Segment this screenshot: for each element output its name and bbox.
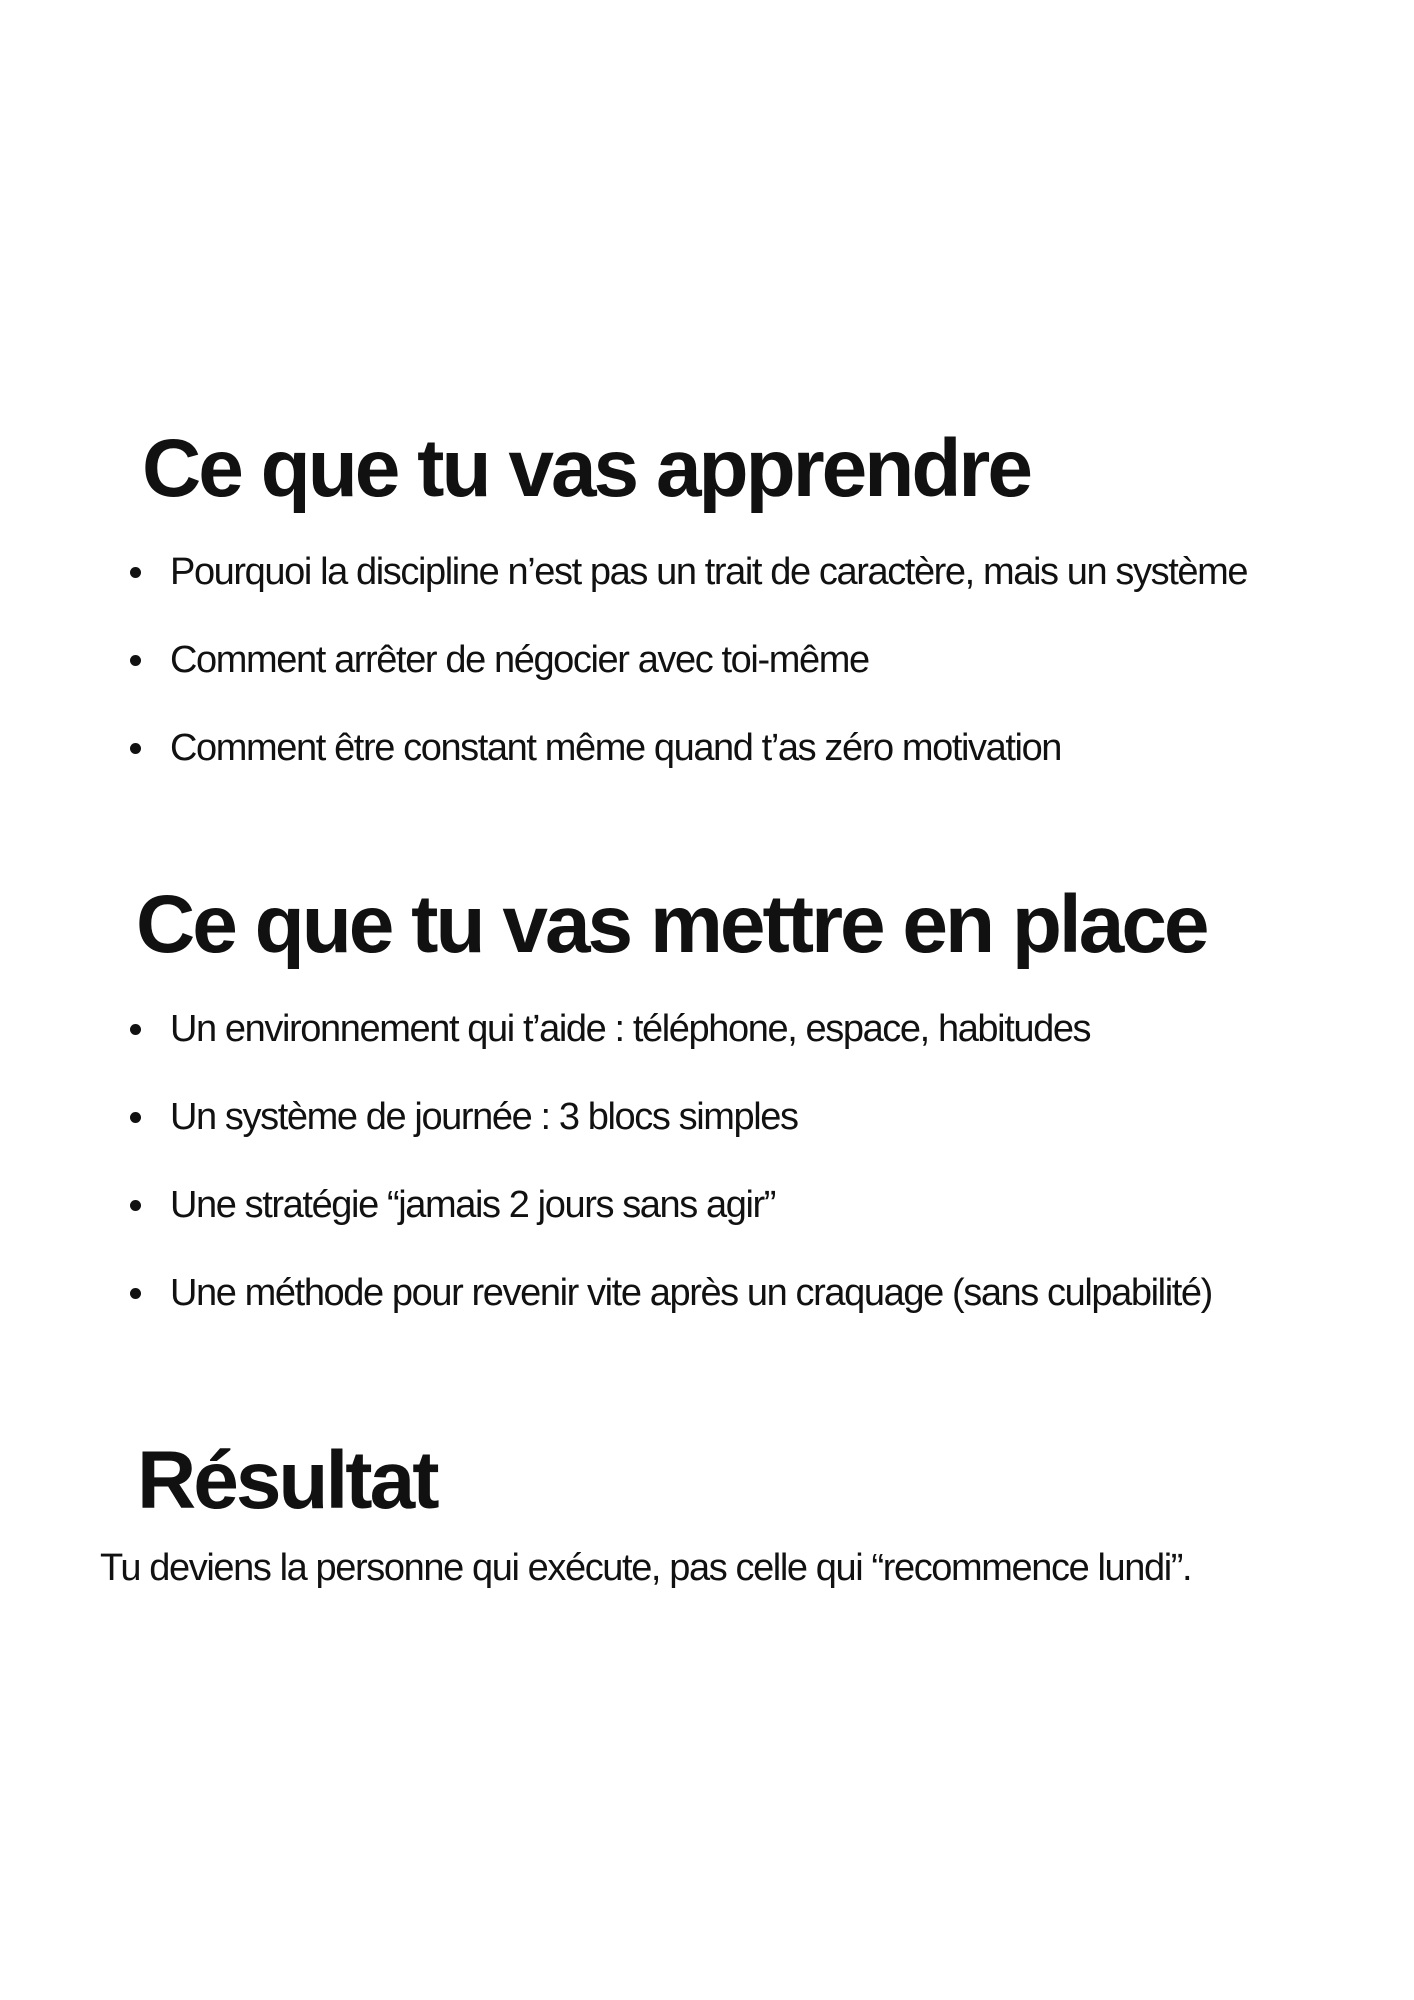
list-item-text: Un environnement qui t’aide : téléphone, espace, habitudes xyxy=(170,1008,1091,1050)
list-item xyxy=(128,550,1247,594)
bullet-icon xyxy=(130,1288,141,1299)
bullet-icon xyxy=(130,743,141,754)
list-item-text: Pourquoi la discipline n’est pas un trait de caractère, mais un système xyxy=(170,551,1248,593)
bullet-icon xyxy=(130,1112,141,1123)
list-item xyxy=(128,638,1247,682)
list-item-text: Comment être constant même quand t’as zéro motivation xyxy=(170,727,1062,769)
result-text: Tu deviens la personne qui exécute, pas celle qui “recommence lundi”. xyxy=(100,1547,1192,1589)
list-item-text: Une méthode pour revenir vite après un craquage (sans culpabilité) xyxy=(170,1272,1212,1314)
setup-list xyxy=(128,1007,1212,1359)
bullet-icon xyxy=(130,1200,141,1211)
list-item xyxy=(128,1095,1212,1139)
learn-list xyxy=(128,550,1247,814)
list-item xyxy=(128,1271,1212,1315)
list-item-text: Une stratégie “jamais 2 jours sans agir” xyxy=(170,1184,776,1226)
bullet-icon xyxy=(130,1024,141,1035)
list-item-text: Un système de journée : 3 blocs simples xyxy=(170,1096,798,1138)
list-item xyxy=(128,1183,1212,1227)
section-title-learn: Ce que tu vas apprendre xyxy=(142,423,1030,514)
section-title-result: Résultat xyxy=(137,1435,437,1526)
list-item-text: Comment arrêter de négocier avec toi-même xyxy=(170,639,869,681)
bullet-icon xyxy=(130,567,141,578)
bullet-icon xyxy=(130,655,141,666)
list-item xyxy=(128,726,1247,770)
list-item xyxy=(128,1007,1212,1051)
section-title-setup: Ce que tu vas mettre en place xyxy=(136,879,1207,970)
